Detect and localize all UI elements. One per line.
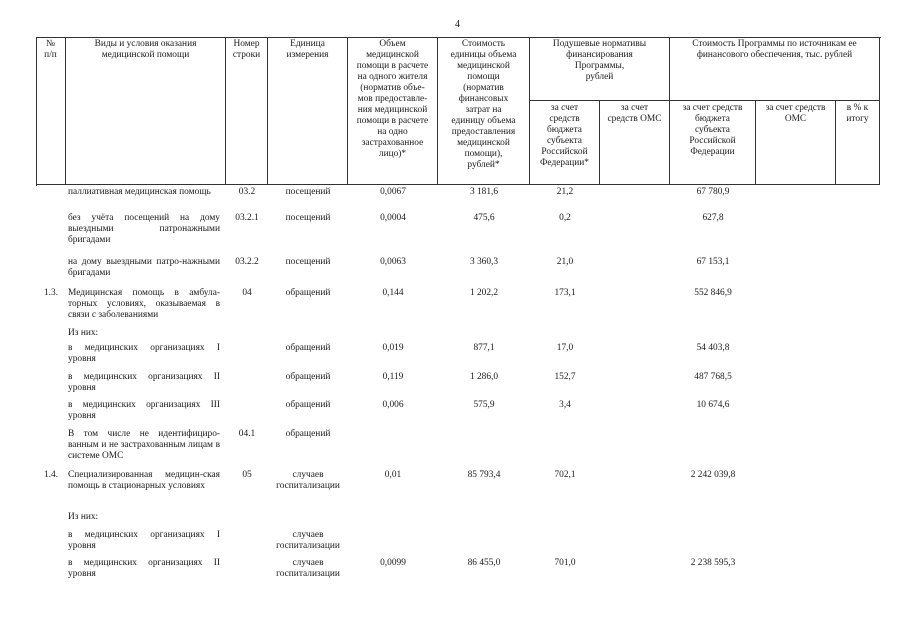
row-6-unit: обращений <box>285 343 331 353</box>
header-col-cost: Стоимость единицы объема медицинской помощи (норматив финансовых затрат на единицу объема предоставления медицинской помощи), рублей* <box>438 37 530 185</box>
row-10-name: Специализированная медицин-ская помощь в стационарных условиях <box>68 470 220 491</box>
row-13-prog: 2 238 595,3 <box>690 558 736 568</box>
row-8-name: в медицинских организациях III уровня <box>68 400 220 421</box>
row-1-cost: 3 181,6 <box>469 187 499 197</box>
row-7-name: в медицинских организациях II уровня <box>68 372 220 393</box>
row-6-name: в медицинских организациях I уровня <box>68 343 220 364</box>
row-1-row: 03.2 <box>238 187 256 197</box>
row-13-vol: 0,0099 <box>380 558 406 568</box>
row-2-pc: 0,2 <box>559 213 571 223</box>
row-3-prog: 67 153,1 <box>696 257 730 267</box>
header-col-volume: Объем медицинской помощи в расчете на одного жителя (норматив объе- мов предоставле- ния медицинской помощи в расчете на одно застрахованное лицо)* <box>348 37 438 185</box>
header-col-prog-pct: в % к итогу <box>836 101 880 185</box>
row-10-cost: 85 793,4 <box>467 470 501 480</box>
row-7-vol: 0,119 <box>382 372 404 382</box>
header-col-prog-oms: за счет средств ОМС <box>756 101 836 185</box>
row-8-prog: 10 674,6 <box>696 400 730 410</box>
row-7-pc: 152,7 <box>554 372 576 382</box>
row-7-unit: обращений <box>285 372 331 382</box>
row-2-name: без учёта посещений на дому выездными патронажными бригадами <box>68 213 220 245</box>
row-3-vol: 0,0063 <box>380 257 406 267</box>
row-10-row: 05 <box>242 470 252 480</box>
row-2-cost: 475,6 <box>473 213 495 223</box>
row-8-unit: обращений <box>285 400 331 410</box>
row-4-vol: 0,144 <box>382 288 404 298</box>
row-3-name: на дому выездными патро-нажными бригадами <box>68 257 220 278</box>
row-9-name: В том числе не идентифициро-ванным и не застрахованным лицам в системе ОМС <box>68 429 220 461</box>
row-1-unit: посещений <box>285 187 331 197</box>
header-col-type: Виды и условия оказания медицинской помощи <box>66 37 226 185</box>
row-4-row: 04 <box>242 288 252 298</box>
row-3-cost: 3 360,3 <box>469 257 499 267</box>
row-13-pc: 701,0 <box>554 558 576 568</box>
row-1-pc: 21,2 <box>556 187 574 197</box>
row-6-cost: 877,1 <box>473 343 495 353</box>
row-13-cost: 86 455,0 <box>467 558 501 568</box>
row-4-pc: 173,1 <box>554 288 576 298</box>
row-2-unit: посещений <box>285 213 331 223</box>
header-col-percap-oms: за счет средств ОМС <box>600 101 670 185</box>
row-7-cost: 1 286,0 <box>469 372 499 382</box>
row-4-prog: 552 846,9 <box>694 288 732 298</box>
row-13-unit: случаев госпитализации <box>276 558 340 579</box>
header-col-prog-budget: за счет средств бюджета субъекта Российской Федерации <box>670 101 756 185</box>
row-9-unit: обращений <box>285 429 331 439</box>
header-col-percap-budget: за счет средств бюджета субъекта Российской Федерации* <box>530 101 600 185</box>
row-10-prog: 2 242 039,8 <box>690 470 736 480</box>
row-8-cost: 575,9 <box>473 400 495 410</box>
row-10-num: 1.4. <box>43 470 59 480</box>
header-col-unit: Единица измерения <box>268 37 348 185</box>
row-5-name: Из них: <box>68 328 99 338</box>
row-12-unit: случаев госпитализации <box>276 530 340 551</box>
row-4-cost: 1 202,2 <box>469 288 499 298</box>
row-9-row: 04.1 <box>238 429 256 439</box>
row-6-pc: 17,0 <box>556 343 574 353</box>
row-3-pc: 21,0 <box>556 257 574 267</box>
row-2-prog: 627,8 <box>702 213 724 223</box>
row-10-vol: 0,01 <box>384 470 402 480</box>
row-4-unit: обращений <box>285 288 331 298</box>
row-1-name: паллиативная медицинская помощь <box>68 187 211 197</box>
row-1-vol: 0,0067 <box>380 187 406 197</box>
row-3-row: 03.2.2 <box>235 257 259 267</box>
row-7-prog: 487 768,5 <box>694 372 732 382</box>
row-2-vol: 0,0004 <box>380 213 406 223</box>
row-6-vol: 0,019 <box>382 343 404 353</box>
row-2-row: 03.2.1 <box>235 213 259 223</box>
header-col-num: № п/п <box>36 37 66 185</box>
row-11-name: Из них: <box>68 512 99 522</box>
row-3-unit: посещений <box>285 257 331 267</box>
row-8-pc: 3,4 <box>559 400 571 410</box>
row-10-unit: случаев госпитализации <box>276 470 340 491</box>
row-8-vol: 0,006 <box>382 400 404 410</box>
row-4-name: Медицинская помощь в амбула-торных условиях, оказываемая в связи с заболеваниями <box>68 288 220 320</box>
header-col-program: Стоимость Программы по источникам ее финансового обеспечения, тыс. рублей <box>670 37 880 101</box>
row-10-pc: 702,1 <box>554 470 576 480</box>
row-4-num: 1.3. <box>43 288 59 298</box>
row-12-name: в медицинских организациях I уровня <box>68 530 220 551</box>
header-col-percap: Подушевые нормативы финансирования Программы, рублей <box>530 37 670 101</box>
page-number: 4 <box>455 19 460 30</box>
row-6-prog: 54 403,8 <box>696 343 730 353</box>
row-13-name: в медицинских организациях II уровня <box>68 558 220 579</box>
row-1-prog: 67 780,9 <box>696 187 730 197</box>
header-col-row: Номер строки <box>226 37 268 185</box>
